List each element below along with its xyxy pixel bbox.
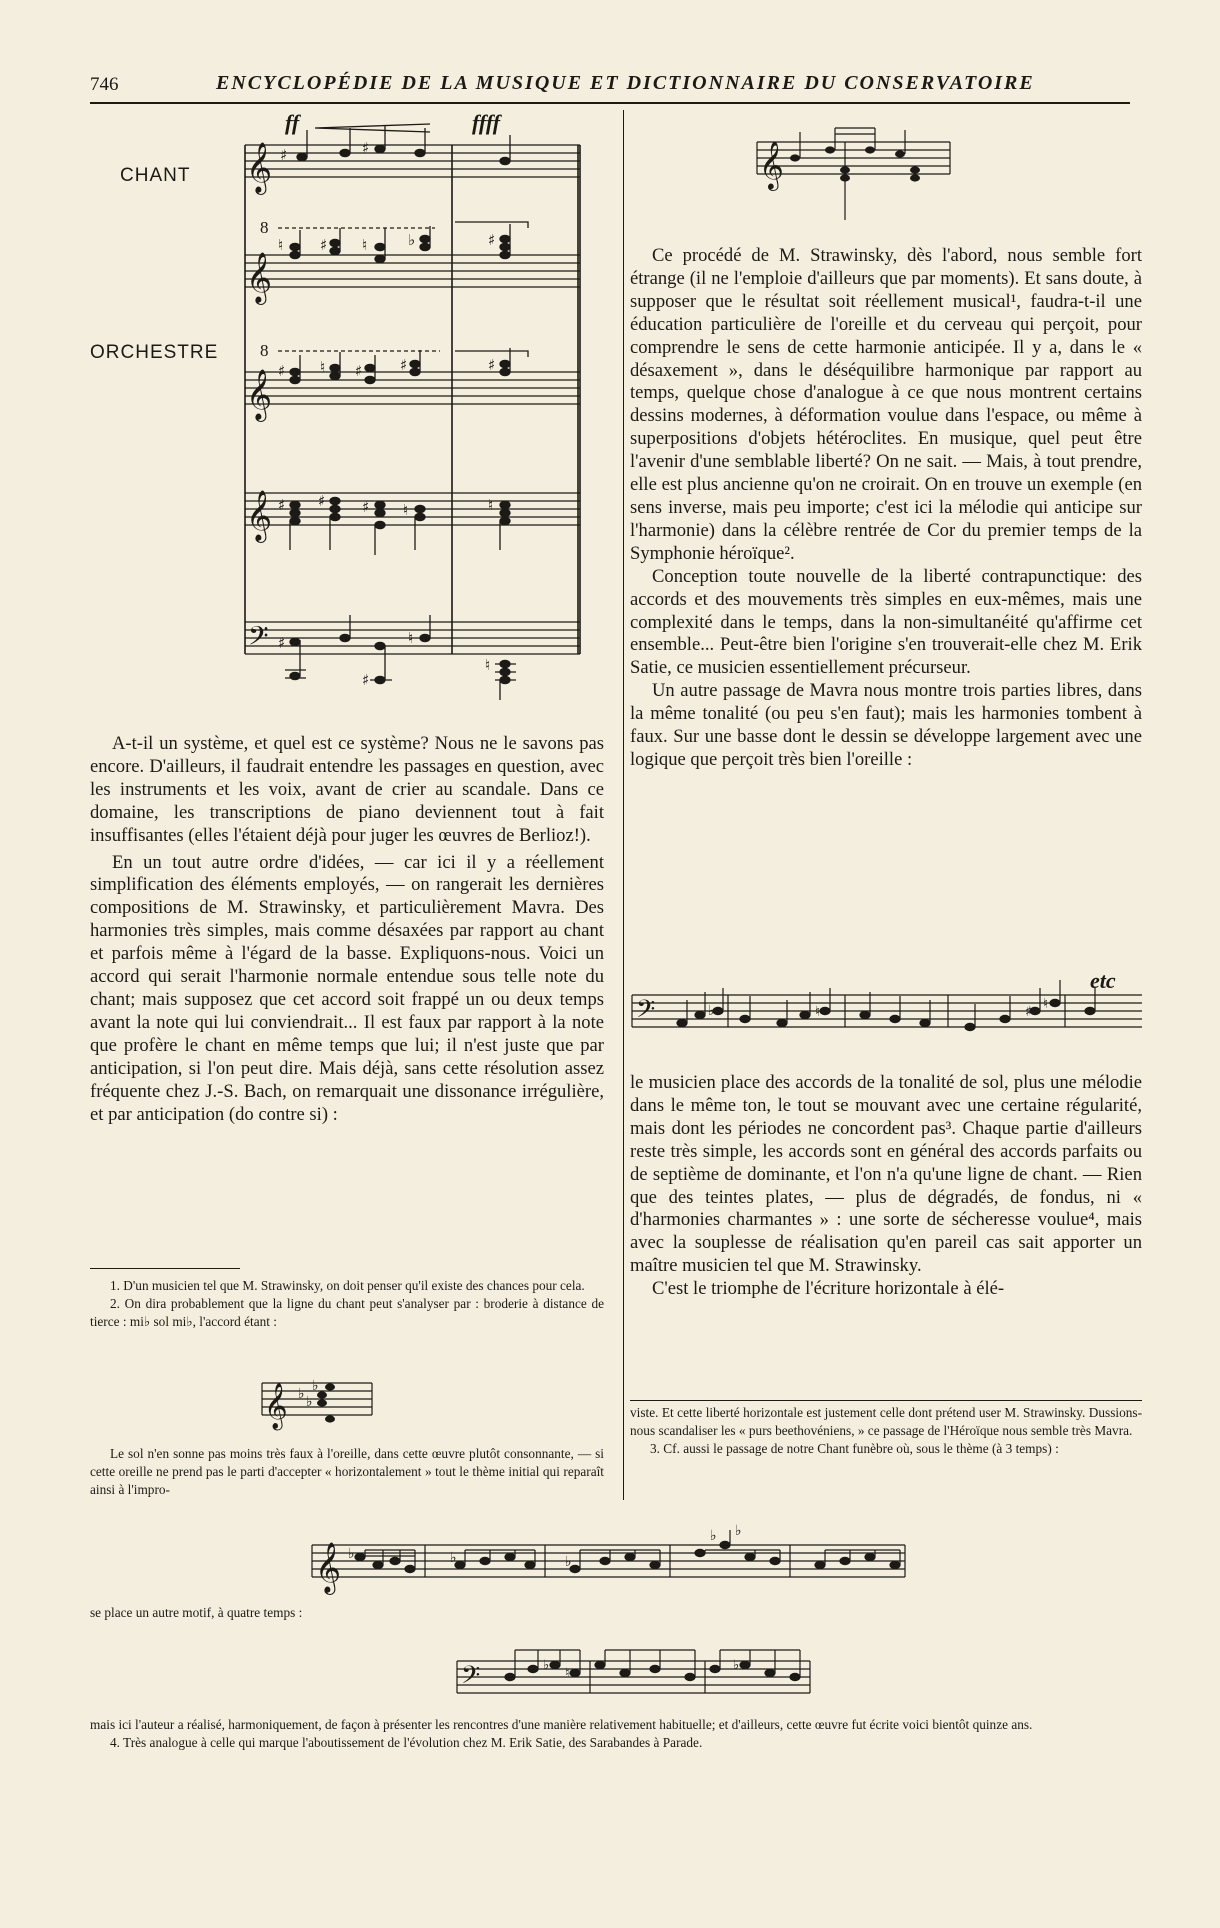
etc-mark: etc — [1090, 968, 1116, 993]
svg-text:♯: ♯ — [318, 492, 326, 510]
svg-text:♯: ♯ — [488, 356, 496, 374]
dynamic-ffff: ffff — [472, 110, 501, 135]
svg-text:♮: ♮ — [408, 629, 414, 647]
paragraph: En un tout autre ordre d'idées, — car ici il y a réellement simplification des éléments employés, — on rangerait les dernières compositions de M. Strawinsky, et particulièrement Mavra. Des harmonies très simples, mais comme désaxées par rapport au chant et parfois même à l'égard de la basse. Expliquons-nous. Voici un accord qui serait l'harmonie normale entendue sous telle note du chant; mais supposez que cet accord soit frappé un ou deux temps avant la note qui lui conviendrait... Il est faux par rapport à la note que profère le chant en même temps que lui; il n'est juste que par anticipation, si l'on peut dire. Mais déjà, sans cette résolution assez fréquente chez J.-S. Bach, on remarquait une dissonance irrégulière, et par anticipation (do contre si) : — [90, 851, 604, 1125]
svg-text:𝄞: 𝄞 — [246, 369, 273, 420]
label-orchestre: ORCHESTRE — [90, 342, 219, 363]
horn-motif-example — [755, 120, 955, 230]
dynamic-ff: ff — [285, 110, 300, 135]
svg-text:♯: ♯ — [488, 231, 496, 249]
svg-text:♯: ♯ — [280, 146, 288, 164]
label-chant: CHANT — [120, 165, 191, 186]
svg-text:𝄞: 𝄞 — [246, 252, 273, 303]
svg-text:♯: ♯ — [278, 634, 286, 652]
svg-text:𝄞: 𝄞 — [246, 142, 273, 193]
noteheads — [285, 125, 516, 700]
svg-text:♭: ♭ — [708, 1003, 715, 1019]
footnote-4: 4. Très analogue à celle qui marque l'aboutissement de l'évolution chez M. Erik Satie, des Sarabandes à Parade. — [110, 1735, 703, 1751]
column-divider — [623, 110, 624, 1500]
svg-text:♮: ♮ — [278, 236, 284, 254]
svg-text:♭: ♭ — [450, 1550, 457, 1566]
footnote-3: 3. Cf. aussi le passage de notre Chant funèbre où, sous le thème (à 3 temps) : — [650, 1441, 1059, 1457]
page-number: 746 — [90, 74, 119, 95]
paragraph: Un autre passage de Mavra nous montre trois parties libres, dans la même tonalité (ou peu s'en faut); mais les harmonies tombent à faux. Sur une basse dont le dessin se développe largement avec une logique que perçoit très bien l'oreille : — [630, 680, 1142, 770]
paragraph: A-t-il un système, et quel est ce système? Nous ne le savons pas encore. D'ailleurs, il faudrait entendre les passages en question, avec les instruments et les voix, avant de crier au scandale. Dans ce domaine, les transcriptions de piano deviennent tout à fait insuffisantes (elles l'étaient déjà pour juger les œuvres de Berlioz!). — [90, 733, 604, 846]
svg-text:♭: ♭ — [733, 1658, 740, 1673]
svg-text:♮: ♮ — [362, 236, 368, 254]
svg-text:♮: ♮ — [488, 496, 494, 514]
paragraph: C'est le triomphe de l'écriture horizontale à élé- — [652, 1278, 1005, 1300]
staff-chant — [245, 145, 580, 177]
page-header — [90, 72, 1130, 104]
svg-text:♯: ♯ — [278, 496, 286, 514]
svg-text:♯: ♯ — [355, 362, 363, 380]
svg-text:♮: ♮ — [1043, 996, 1049, 1012]
left-footnotes — [90, 1277, 604, 1332]
svg-text:♮: ♮ — [485, 656, 491, 674]
svg-text:♮: ♮ — [815, 1004, 821, 1020]
main-score — [240, 110, 600, 720]
svg-text:8: 8 — [260, 341, 269, 360]
footnote-chord-example — [260, 1368, 380, 1428]
svg-text:𝄞: 𝄞 — [315, 1542, 342, 1593]
footnote-1: 1. D'un musicien tel que M. Strawinsky, on doit penser qu'il existe des chances pour cela. — [110, 1278, 585, 1293]
svg-text:𝄞: 𝄞 — [246, 490, 273, 541]
svg-text:♭: ♭ — [312, 1378, 319, 1394]
svg-text:♭: ♭ — [565, 1554, 572, 1570]
staff-orch-1 — [245, 255, 580, 287]
footnote-2: 2. On dira probablement que la ligne du chant peut s'analyser par : broderie à distance de tierce : mi♭ sol mi♭, l'accord étant : — [90, 1296, 604, 1330]
paragraph: Conception toute nouvelle de la liberté contrapunctique: des accords et des mouvements très simples en eux-mêmes, mais une complexité dans le temps, dans la non-simultanéité qu'affirme cet ensemble... Peut-être bien l'origine s'en trouverait-elle chez M. Erik Satie, ce musicien essentiellement précurseur. — [630, 565, 1142, 679]
footnote-continued: viste. Et cette liberté horizontale est justement celle dont prétend user M. Strawinsky. Dussions-nous scandaliser les « purs beethovéniens, » ce passage de l'Héroïque nous semble très Mavra. — [630, 1405, 1142, 1439]
svg-text:♭: ♭ — [298, 1386, 305, 1402]
svg-text:♯: ♯ — [362, 498, 370, 516]
svg-text:♭: ♭ — [348, 1546, 355, 1562]
bottom-text-1: se place un autre motif, à quatre temps : — [90, 1605, 303, 1620]
svg-text:♯: ♯ — [1025, 1004, 1032, 1020]
svg-text:♭: ♭ — [543, 1658, 550, 1673]
bass-line-example — [630, 968, 1145, 1040]
footnote-rule — [630, 1400, 1142, 1401]
svg-text:𝄞: 𝄞 — [264, 1383, 288, 1429]
footnote-2-continued: Le sol n'en sonne pas moins très faux à l'oreille, dans cette œuvre plutôt consonnante, — si cette oreille ne prend pas le parti d'accepter « horizontalement » tout le thème initial qui reparaît ainsi à l'impro- — [90, 1446, 604, 1498]
svg-text:8: 8 — [260, 218, 269, 237]
svg-text:♯: ♯ — [278, 362, 286, 380]
svg-text:𝄢: 𝄢 — [248, 620, 269, 658]
svg-text:♭: ♭ — [710, 1528, 717, 1544]
svg-text:♯: ♯ — [362, 139, 370, 157]
bottom-text-2: mais ici l'auteur a réalisé, harmoniquement, de façon à présenter les rencontres d'une manière relativement habituelle; et d'ailleurs, cette œuvre fut écrite voici bientôt quinze ans. 4. Très analogue à celle qui marque l'aboutissement de l'évolution chez M. Erik Satie, des Sarabandes à Parade. — [90, 1716, 1140, 1752]
paragraph: Ce procédé de M. Strawinsky, dès l'abord, nous semble fort étrange (il ne l'emploie d'ailleurs que par moments). Et sans doute, à supposer que le résultat soit réellement musical¹, faudra-t-il une éducation particulière de l'oreille et du cerveau qui perçoit, pour comprendre le sens de cette harmonie anticipée. Il y a, dans le « désaxement », dans le déséquilibre harmonique par rapport au temps, quelque chose d'analogue à ce que nous montrent certains dessins modernes, à déformation voulue dans l'espace, ou même à superpositions d'objets hétéroclites. En musique, quel peut être l'avenir d'une semblable liberté? On ne sait. — Mais, à tout prendre, elle est plus ancienne qu'on ne croirait. On en trouve un exemple (en sens inverse, mais peu importe; c'est ici la mélodie qui anticipe sur l'harmonie) dans la célèbre rentrée de Cor du premier temps de la Symphonie héroïque². — [630, 245, 1142, 564]
svg-text:♯: ♯ — [362, 671, 370, 689]
four-beat-motif-example — [455, 1636, 815, 1706]
footnote-rule — [90, 1268, 240, 1269]
right-column-text-2 — [630, 1072, 1142, 1301]
svg-text:𝄞: 𝄞 — [759, 140, 784, 189]
svg-text:♮: ♮ — [320, 358, 326, 376]
svg-text:♭: ♭ — [735, 1523, 742, 1539]
svg-text:♮: ♮ — [403, 501, 409, 519]
svg-text:♭: ♭ — [408, 231, 416, 249]
chant-funebre-theme-example — [310, 1510, 910, 1600]
running-title: ENCYCLOPÉDIE DE LA MUSIQUE ET DICTIONNAIRE DU CONSERVATOIRE — [216, 72, 1035, 94]
right-footnotes — [630, 1404, 1142, 1459]
svg-text:♮: ♮ — [565, 1666, 570, 1681]
svg-text:𝄢: 𝄢 — [636, 995, 656, 1030]
svg-text:♭: ♭ — [306, 1394, 313, 1410]
left-column-text — [90, 733, 604, 1126]
svg-text:♯: ♯ — [400, 356, 408, 374]
svg-text:𝄢: 𝄢 — [461, 1661, 481, 1696]
paragraph: le musicien place des accords de la tonalité de sol, plus une mélodie dans le même ton, le tout se mouvant avec une certaine régularité, mais dont les périodes ne concordent pas³. Chaque partie d'ailleurs reste très simple, les accords sont en général des accords parfaits ou de septième de dominante, et l'on n'a qu'une ligne de chant. — Rien que des teintes plates, — plus de dégradés, de fondus, ni « d'harmonies charmantes » : une sorte de sécheresse voulue⁴, mais avec la souplesse de réalisation qu'en pareil cas sait apporter un maître musicien tel que M. Strawinsky. — [630, 1072, 1142, 1277]
right-column-text-1 — [630, 245, 1142, 772]
svg-text:♯: ♯ — [320, 236, 328, 254]
